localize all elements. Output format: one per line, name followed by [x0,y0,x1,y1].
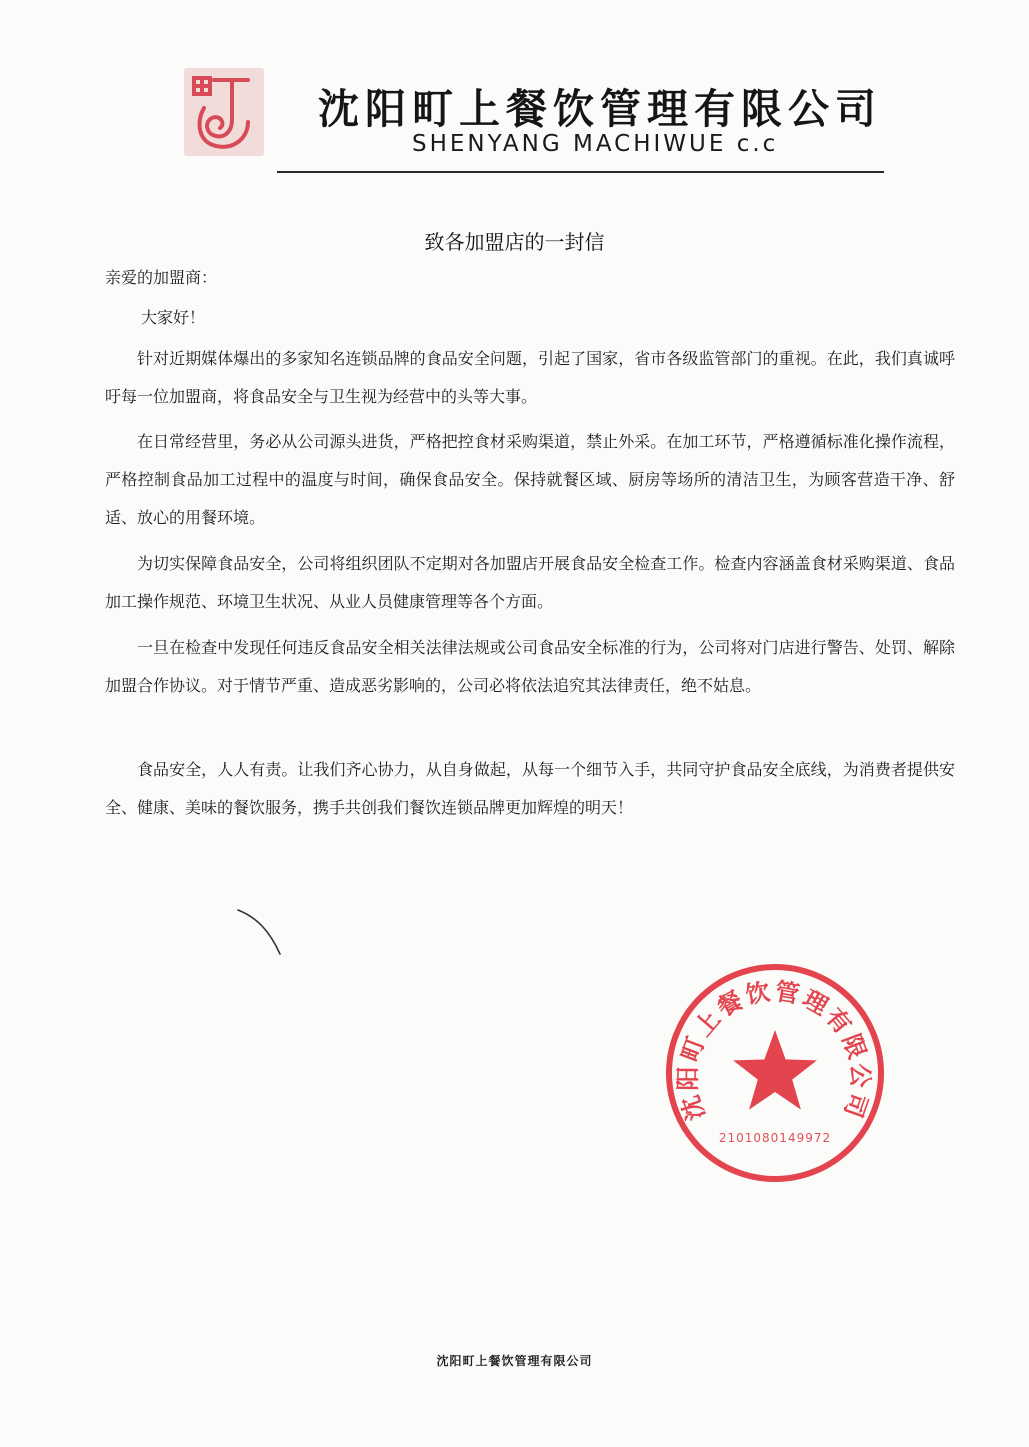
company-seal-star-icon [733,1030,817,1110]
letter-paragraph: 针对近期媒体爆出的多家知名连锁品牌的食品安全问题，引起了国家，省市各级监管部门的重视。在此，我们真诚呼吁每一位加盟商，将食品安全与卫生视为经营中的头等大事。 [105,349,955,406]
letter-paragraph: 一旦在检查中发现任何违反食品安全相关法律法规或公司食品安全标准的行为，公司将对门店进行警告、处罚、解除加盟合作协议。对于情节严重、造成恶劣影响的，公司必将依法追究其法律责任，绝不姑息。 [105,638,955,695]
machiwue-spiral-logo-icon [184,68,264,156]
letter-paragraph: 在日常经营里，务必从公司源头进货，严格把控食材采购渠道，禁止外采。在加工环节，严格遵循标准化操作流程，严格控制食品加工过程中的温度与时间，确保食品安全。保持就餐区域、厨房等场所的清洁卫生，为顾客营造干净、舒适、放心的用餐环境。 [105,432,955,527]
letter-paragraph: 为切实保障食品安全，公司将组织团队不定期对各加盟店开展食品安全检查工作。检查内容涵盖食材采购渠道、食品加工操作规范、环境卫生状况、从业人员健康管理等各个方面。 [105,554,955,611]
letter-paragraph: 食品安全，人人有责。让我们齐心协力，从自身做起，从每一个细节入手，共同守护食品安全底线，为消费者提供安全、健康、美味的餐饮服务，携手共创我们餐饮连锁品牌更加辉煌的明天！ [105,760,955,817]
company-name-english: SHENYANG MACHIWUE c.c [412,131,779,157]
company-name-chinese: 沈阳町上餐饮管理有限公司 [318,85,882,133]
footer-company-name: 沈阳町上餐饮管理有限公司 [436,1354,593,1368]
letter-title: 致各加盟店的一封信 [424,230,605,254]
letter-greeting: 大家好！ [141,308,206,327]
company-seal [660,958,890,1188]
pen-stroke-mark [232,902,292,962]
seal-registration-code: 2101080149972 [718,1131,832,1145]
company-logo [184,68,264,156]
seal-company-text: 沈阳町上餐饮管理有限公司 [673,977,875,1124]
letter-salutation: 亲爱的加盟商： [105,268,218,287]
header-divider [277,171,884,173]
